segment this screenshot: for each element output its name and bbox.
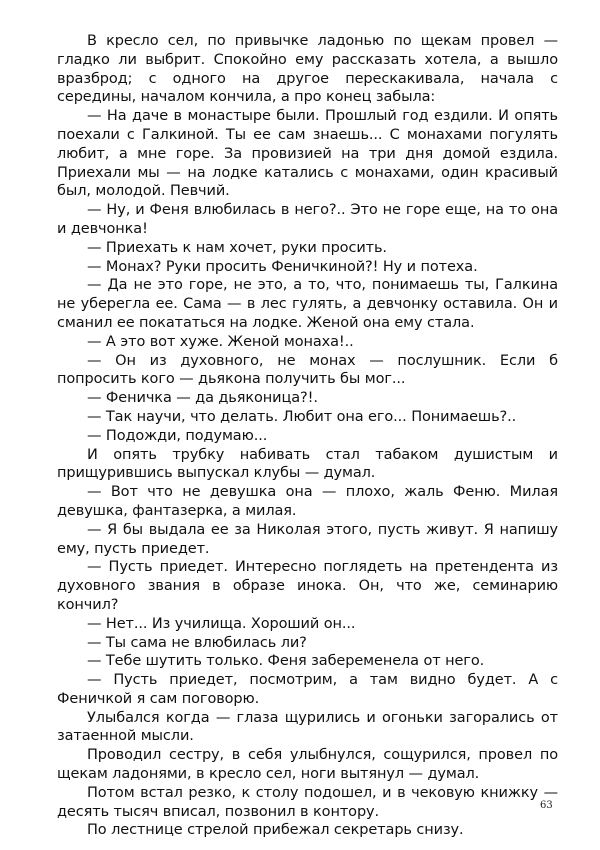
paragraph: — Феничка — да дьяконица?!.	[87, 390, 318, 407]
paragraph: По лестнице стрелой прибежал секретарь снизу.	[87, 822, 464, 839]
paragraph: — Ну, и Феня влюбилась в него?.. Это не горе еще, на то она и девчонка!	[57, 202, 558, 237]
paragraph: — Приехать к нам хочет, руки просить.	[87, 239, 387, 256]
paragraph: — Ты сама не влюбилась ли?	[87, 634, 307, 651]
paragraph: — Да не это горе, не это, а то, что, понимаешь ты, Галкина не уберегла ее. Сама — в лес гулять, а девчонку оставила. Он и сманил ее покататься на лодке. Женой она ему стала.	[57, 277, 558, 331]
paragraph: — Тебе шутить только. Феня забеременела от него.	[87, 653, 485, 670]
paragraph: Улыбался когда — глаза щурились и огоньки загорались от затаенной мысли.	[57, 709, 558, 745]
page-body	[57, 32, 558, 840]
paragraph: Потом встал резко, к столу подошел, и в чековую книжку — десять тысяч вписал, позвонил в контору.	[57, 784, 558, 820]
paragraph: — А это вот хуже. Женой монаха!..	[87, 333, 354, 350]
paragraph: — На даче в монастыре были. Прошлый год ездили. И опять поехали с Галкиной. Ты ее сам знаешь... С монахами погулять любит, а мне горе. За провизией на три дня домой ездила. Приехали мы — на лодке катались с монахами, один красивый был, молодой. Певчий.	[57, 108, 558, 200]
page-number: 63	[540, 800, 553, 811]
paragraph: — Монах? Руки просить Феничкиной?! Ну и потеха.	[87, 258, 478, 275]
paragraph: — Пусть приедет, посмотрим, а там видно будет. А с Феничкой я сам поговорю.	[57, 672, 558, 707]
paragraph: Проводил сестру, в себя улыбнулся, сощурился, провел по щекам ладонями, в кресло сел, ноги вытянул — думал.	[57, 747, 558, 783]
paragraph: — Подожди, подумаю...	[87, 427, 268, 444]
paragraph: — Он из духовного, не монах — послушник. Если б попросить кого — дьякона получить бы мог...	[57, 352, 558, 388]
paragraph: — Так научи, что делать. Любит она его... Понимаешь?..	[87, 408, 517, 425]
paragraph: — Пусть приедет. Интересно поглядеть на претендента из духовного звания в образе инока. Он, что же, семинарию кончил?	[57, 559, 558, 613]
paragraph: — Нет... Из училища. Хороший он...	[87, 615, 356, 632]
paragraph: В кресло сел, по привычке ладонью по щекам провел — гладко ли выбрит. Спокойно ему рассказать хотела, а вышло вразброд; с одного на другое перескакивала, начала с середины, началом кончила, а про конец забыла:	[57, 33, 558, 106]
paragraph: — Я бы выдала ее за Николая этого, пусть живут. Я напишу ему, пусть приедет.	[57, 521, 558, 557]
paragraph: — Вот что не девушка она — плохо, жаль Феню. Милая девушка, фантазерка, а милая.	[57, 484, 558, 519]
paragraph: И опять трубку набивать стал табаком душистым и прищурившись выпускал клубы — думал.	[57, 446, 558, 482]
